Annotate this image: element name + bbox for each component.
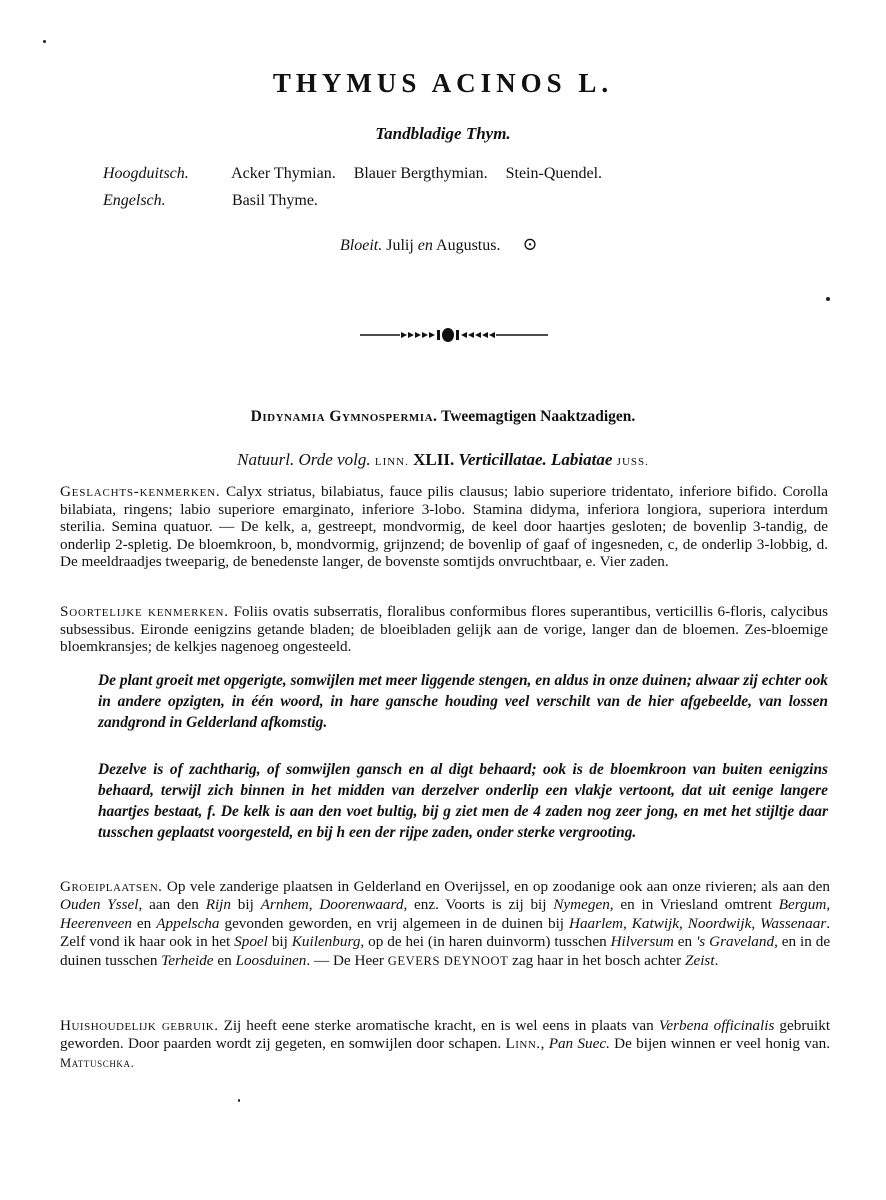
work-citation: Pan Suec. <box>548 1035 610 1053</box>
habitat-text: . <box>714 951 719 969</box>
habitat-text: , en in Vriesland omtrent <box>609 896 772 914</box>
family-name: Labiatae <box>551 450 613 469</box>
use-text: Zij heeft eene sterke aromatische kracht, en is wel eens in plaats van <box>223 1017 654 1034</box>
place-name: Spoel <box>234 933 268 951</box>
place-name: Heerenveen <box>60 914 132 932</box>
place-name: Bergum <box>778 896 827 914</box>
flowering-conjunction: en <box>417 237 433 254</box>
habitat-text: , en in de duinen tusschen <box>60 933 831 969</box>
habitat-text: , enz. Voorts is zij bij <box>403 896 547 914</box>
use-text: , <box>540 1035 545 1053</box>
author-citation: Mattuschka. <box>60 1055 135 1070</box>
use-text: De bijen winnen er veel honig van. <box>614 1035 831 1053</box>
genus-text: Calyx striatus, bilabiatus, fauce pilis clausus; labio superiore tridentato, inferiore bifido. Corolla bilabiata, ringens; labio superiore emarginato, inferiore 3-lobo. Stamina didyma, inferiora longiora, superiora interdum sterilia. Semina quatuor. — De kelk, a, gestreept, mondvormig, de keel door haartjes gesloten; de bovenlip 3-tandig, de onderlip 2-spletig. De bloemkroon, b, mondvormig, grijnzend; de bovenlip of gaaf of ingesneden, c, de onderlip 3-lobbig, d. De meeldraadjes tweeparig, de benedenste langer, de bovenste somtijds onvruchtbaar, e. Vier zaden. <box>60 483 829 570</box>
habitat-text: en <box>677 933 693 951</box>
habitat-text: , <box>826 896 831 914</box>
english-label: Engelsch. <box>103 192 166 209</box>
habitat-section <box>60 878 830 970</box>
place-name: Rijn <box>205 896 231 914</box>
place-name: 's Graveland <box>696 933 775 951</box>
habitat-text: en <box>217 951 232 969</box>
english-names-row <box>103 192 616 219</box>
habitat-text: Op vele zanderige plaatsen in Gelderland en Overijssel, en op zoodanige ook aan onze rivieren; als aan den <box>166 878 830 895</box>
habitat-text: . Zelf vond ik haar ook in het <box>60 914 831 951</box>
habitat-text: , aan den <box>138 896 199 914</box>
german-name: Acker Thymian. <box>231 165 336 182</box>
order-prefix: Natuurl. Orde volg. <box>237 450 371 469</box>
note-description: Dezelve is of zachtharig, of somwijlen gansch en al digt behaard; ook is de bloemkroon van buiten eenigzins behaard, terwijl zich binnen in het midden van derzelver onderlip een vlakje vertoont, dat uit eenige langere haartjes bestaat, f. De kelk is aan den voet bultig, bij g ziet men de 4 zaden nog zeer jong, en met het stijltje daar tusschen geplaatst voorgesteld, en bij h een der rijpe zaden, onder sterke vergrooting. <box>98 761 828 841</box>
place-name: Kuilenburg <box>291 933 361 951</box>
place-name: Katwijk <box>631 914 680 932</box>
place-name: Ouden Yssel <box>60 896 139 914</box>
family-authority: JUSS. <box>616 456 649 468</box>
use-heading: Huishoudelijk gebruik. <box>60 1017 219 1034</box>
german-name: Blauer Bergthymian. <box>353 165 488 182</box>
flowering-label: Bloeit. <box>340 237 383 254</box>
flowering-month: Augustus. <box>436 237 501 254</box>
economic-use-section <box>60 1017 830 1072</box>
habitat-text: , <box>751 914 756 932</box>
place-name: Haarlem <box>569 914 623 932</box>
place-name: Wassenaar <box>760 914 827 932</box>
species-heading: Soortelijke kenmerken. <box>60 603 229 620</box>
flowering-line <box>340 234 538 255</box>
german-name: Stein-Quendel. <box>505 165 603 182</box>
order-linn: LINN. <box>374 456 409 468</box>
place-name: Noordwijk <box>687 914 752 932</box>
order-number: XLII. <box>413 450 455 469</box>
habitat-text: . — De Heer <box>306 951 384 969</box>
habitat-text: , <box>308 896 313 914</box>
place-name: Terheide <box>161 951 214 969</box>
genus-characters <box>60 483 828 571</box>
habitat-heading: Groeiplaatsen. <box>60 878 163 895</box>
species-text: Foliis ovatis subserratis, floralibus conformibus flores superantibus, verticillis 6-floris, calycibus subsessibus. Eironde eenigzins getande bladen; de bloeibladen gelijk aan de vorige, langer dan de bloemen. Zes-bloemige bloemkransjes; de kelkjes nagenoeg ongesteeld. <box>60 603 828 655</box>
ink-speck <box>238 1099 240 1102</box>
genus-heading: Geslachts-kenmerken. <box>60 483 221 500</box>
order-name: Verticillatae. <box>458 450 547 469</box>
flowering-month: Julij <box>386 237 414 254</box>
habitat-text: gevonden geworden, en vrij algemeen in de duinen bij <box>224 914 565 932</box>
place-name: Nymegen <box>553 896 610 914</box>
dutch-name: Tandbladige Thym. <box>375 124 511 143</box>
species-characters <box>60 603 828 656</box>
place-name: Hilversum <box>610 933 674 951</box>
author-citation: Linn. <box>505 1035 541 1053</box>
english-name: Basil Thyme. <box>232 192 318 209</box>
ink-speck <box>826 297 830 301</box>
habitat-text: , <box>679 914 683 932</box>
habitat-text: bij <box>271 933 288 951</box>
class-dutch: Tweemagtigen Naaktzadigen. <box>441 408 636 425</box>
annual-symbol: ⊙ <box>522 234 538 254</box>
class-latin: Didynamia Gymnospermia. <box>250 408 438 425</box>
use-text: gebruikt geworden. Door paarden wordt zij gegeten, en somwijlen door schapen. <box>60 1017 831 1053</box>
plant-name: Verbena officinalis <box>658 1017 775 1034</box>
place-name: Arnhem <box>260 896 309 914</box>
natural-order <box>0 450 886 470</box>
german-names-row <box>103 165 616 192</box>
habitat-text: en <box>136 914 152 932</box>
ornamental-divider <box>360 327 550 343</box>
place-name: Loosduinen <box>235 951 307 969</box>
linnaean-class <box>0 408 886 426</box>
german-label: Hoogduitsch. <box>103 165 189 182</box>
note-growth: De plant groeit met opgerigte, somwijlen met meer liggende stengen, en aldus in onze duinen; alwaar zij echter ook in andere opzigten, in één woord, in hare gansche houding veel verschilt van de hier afgebeelde, van lossen zandgrond in Gelderland afkomstig. <box>98 672 828 731</box>
ink-speck <box>43 40 46 43</box>
habitat-text: , op de hei (in haren duinvorm) tusschen <box>360 933 607 951</box>
place-name: Zeist <box>685 951 715 969</box>
habitat-text: zag haar in het bosch achter <box>512 951 682 969</box>
place-name: Appelscha <box>156 914 220 932</box>
place-name: Doorenwaard <box>319 896 404 914</box>
habitat-text: bij <box>237 896 254 914</box>
person-name: GEVERS DEYNOOT <box>387 953 509 968</box>
habitat-text: , <box>623 914 627 932</box>
page-title: THYMUS ACINOS L. <box>272 68 614 98</box>
common-names <box>103 165 616 219</box>
